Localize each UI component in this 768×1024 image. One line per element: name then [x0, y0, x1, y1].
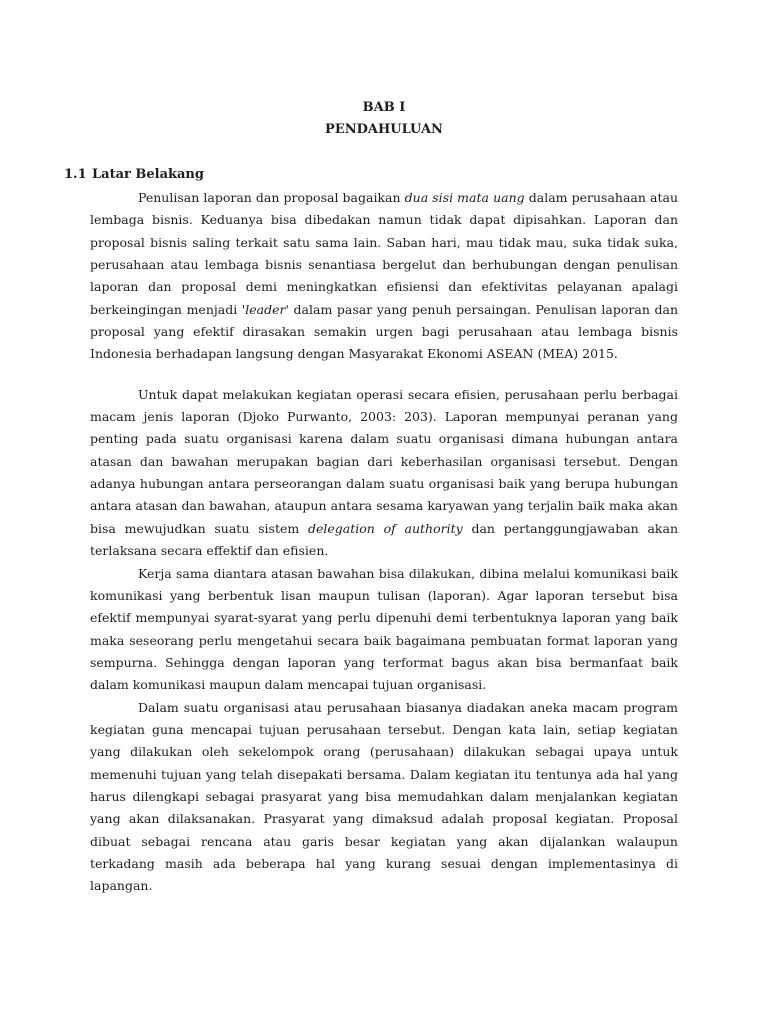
body-text [90, 187, 678, 898]
paragraph-text: dan pertanggungjawaban akan terlaksana secara effektif dan efisien. [90, 520, 679, 559]
body-paragraph [90, 697, 678, 898]
chapter-title: PENDAHULUAN [325, 122, 443, 137]
paragraph-text: Kerja sama diantara atasan bawahan bisa dilakukan, dibina melalui komunikasi baik komunikasi yang berbentuk lisan maupun tulisan (laporan). Agar laporan tersebut bisa efektif mempunyai syarat-syarat yang perlu dipenuhi demi terbentuknya laporan yang baik maka seseorang perlu mengetahui secara baik bagaimana pembuatan format laporan yang sempurna. Sehingga dengan laporan yang terformat bagus akan bisa bermanfaat baik dalam komunikasi maupun dalam mencapai tujuan organisasi. [90, 565, 678, 693]
section-heading [64, 164, 204, 186]
paragraph-text: Dalam suatu organisasi atau perusahaan biasanya diadakan aneka macam program kegiatan guna mencapai tujuan perusahaan tersebut. Dengan kata lain, setiap kegiatan yang dilakukan oleh sekelompok orang (perusahaan) dilakukan sebagai upaya untuk memenuhi tujuan yang telah disepakati bersama. Dalam kegiatan itu tentunya ada hal yang harus dilengkapi sebagai prasyarat yang bisa memudahkan dalam menjalankan kegiatan yang akan dilaksanakan. Prasyarat yang dimaksud adalah proposal kegiatan. Proposal dibuat sebagai rencana atau garis besar kegiatan yang akan dijalankan walaupun terkadang masih ada beberapa hal yang kurang sesuai dengan implementasinya di lapangan. [90, 699, 678, 894]
paragraph-text: dalam perusahaan atau lembaga bisnis. Keduanya bisa dibedakan namun tidak dapat dipisahkan. Laporan dan proposal bisnis saling terkait satu sama lain. Saban hari, mau tidak mau, suka tidak suka, perusahaan atau lembaga bisnis senantiasa bergelut dan berhubungan dengan penulisan laporan dan proposal demi meningkatkan efisiensi dan efektivitas pelayanan apalagi berkeingingan menjadi [90, 190, 678, 317]
chapter-label: BAB I [362, 100, 406, 115]
paragraph-text: Untuk dapat melakukan kegiatan operasi secara efisien, perusahaan perlu berbagai macam jenis laporan (Djoko Purwanto, 2003: 203). Laporan mempunyai peranan yang penting pada suatu organisasi karena dalam suatu organisasi dimana hubungan antara atasan dan bawahan merupakan bagian dari keberhasilan organisasi tersebut. Dengan adanya hubungan antara perseorangan dalam suatu organisasi baik yang berupa hubungan antara atasan dan bawahan, ataupun antara sesama karyawan yang terjalin baik maka akan bisa mewujudkan suatu sistem [90, 386, 678, 536]
section-title: Latar Belakang [92, 167, 204, 182]
body-paragraph [90, 563, 678, 697]
italic-phrase: dua sisi mata uang [404, 190, 525, 205]
paragraph-text: Penulisan laporan dan proposal bagaikan [138, 190, 405, 205]
italic-phrase: delegation of authority [308, 520, 463, 536]
body-paragraph [90, 187, 678, 366]
section-number: 1.1 [64, 167, 87, 182]
paragraph-text: dalam pasar yang penuh persaingan. Penulisan laporan dan proposal yang efektif dirasakan semakin urgen bagi perusahaan atau lembaga bisnis Indonesia berhadapan langsung dengan Masyarakat Ekonomi ASEAN (MEA) 2015. [90, 301, 678, 362]
body-paragraph [90, 384, 678, 563]
italic-phrase: 'leader' [241, 301, 289, 317]
